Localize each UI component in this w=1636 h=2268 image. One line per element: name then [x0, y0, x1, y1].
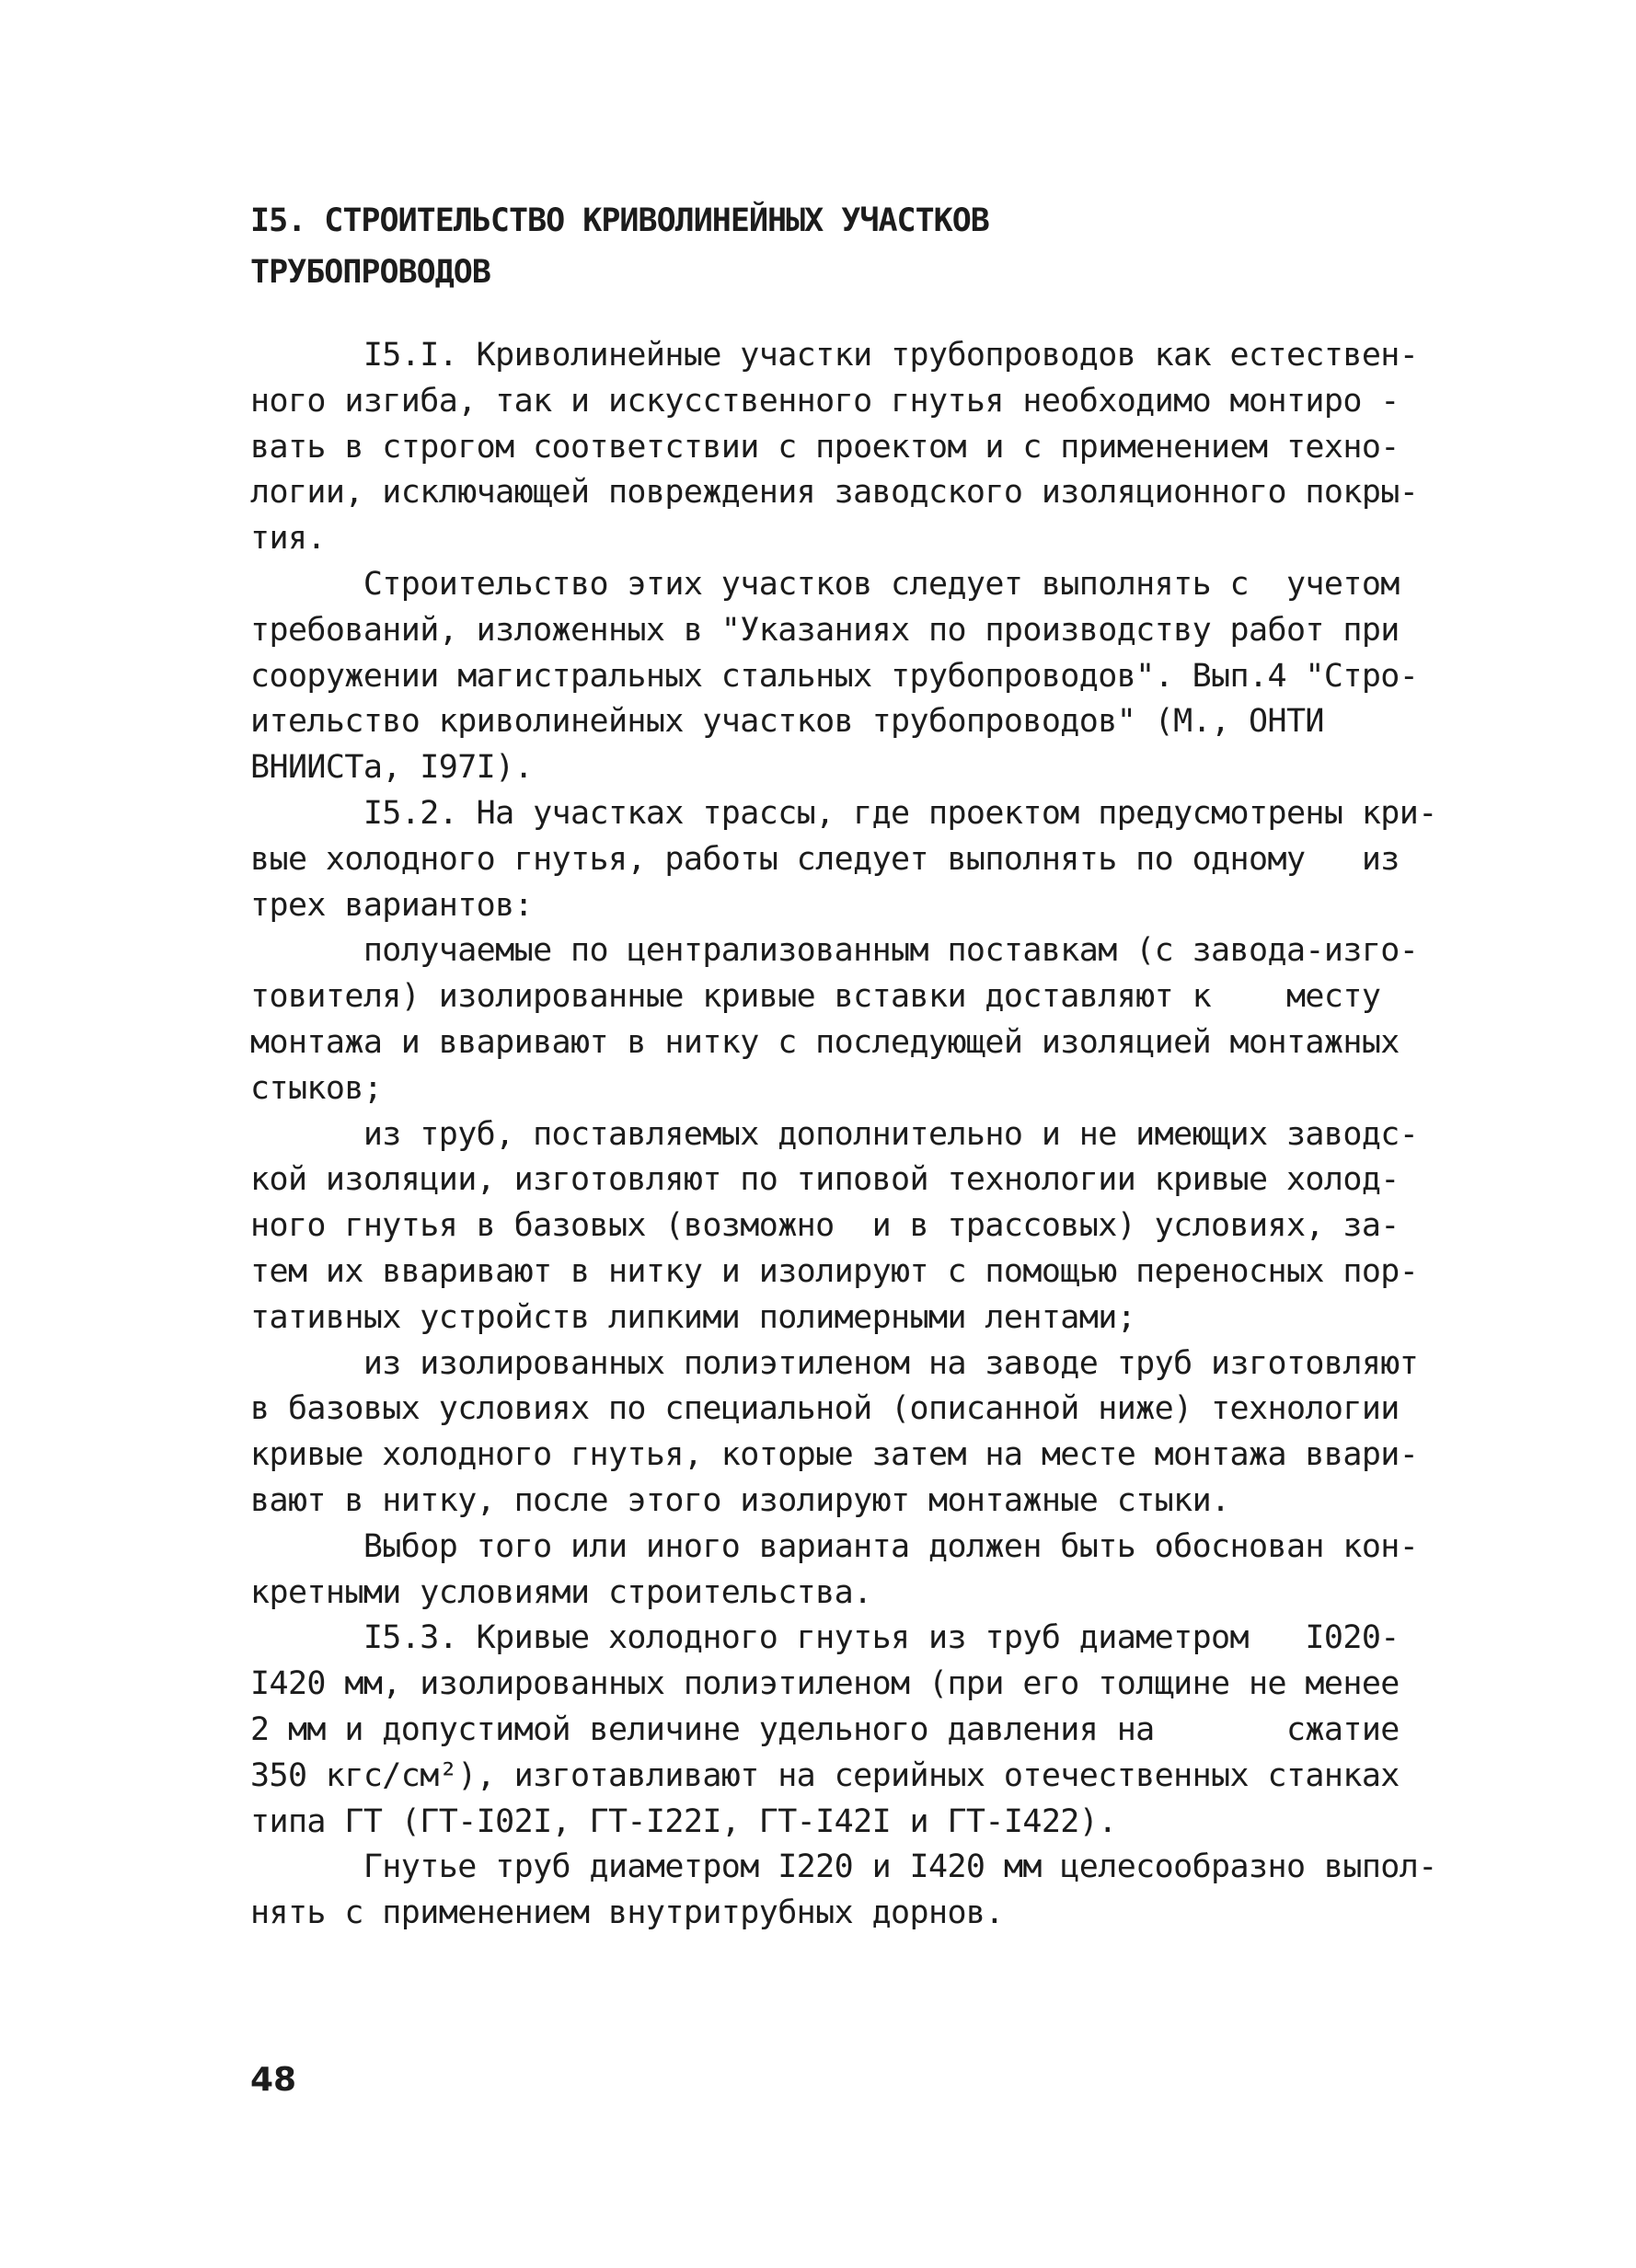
text-line: логии, исключающей повреждения заводского изоляционного покры- — [250, 474, 1419, 512]
text-line: 2 мм и допустимой величине удельного давления на сжатие — [250, 1710, 1400, 1748]
text-line: ного гнутья в базовых (возможно и в трассовых) условиях, за- — [250, 1207, 1400, 1245]
text-line: трех вариантов: — [250, 886, 534, 924]
text-line: тем их вваривают в нитку и изолируют с помощью переносных пор- — [250, 1252, 1419, 1290]
text-line: вые холодного гнутья, работы следует выполнять по одному из — [250, 840, 1400, 878]
text-line: нять с применением внутритрубных дорнов. — [250, 1894, 1004, 1932]
heading-line-2: ТРУБОПРОВОДОВ — [250, 254, 490, 291]
text-line: I420 мм, изолированных полиэтиленом (при его толщине не менее — [250, 1665, 1400, 1703]
text-line: Выбор того или иного варианта должен быть обоснован кон- — [250, 1527, 1419, 1565]
text-line: I5.I. Криволинейные участки трубопроводов как естествен- — [250, 337, 1419, 374]
text-line: вают в нитку, после этого изолируют монтажные стыки. — [250, 1481, 1230, 1519]
text-line: I5.2. На участках трассы, где проектом предусмотрены кри- — [250, 794, 1437, 832]
text-line: I5.3. Кривые холодного гнутья из труб диаметром I020- — [250, 1619, 1400, 1657]
text-line: ВНИИСТа, I97I). — [250, 749, 534, 787]
text-line: вать в строгом соответствии с проектом и с применением техно- — [250, 428, 1400, 466]
text-line: кретными условиями строительства. — [250, 1573, 872, 1611]
text-line: кривые холодного гнутья, которые затем на месте монтажа ввари- — [250, 1436, 1419, 1474]
text-line: товителя) изолированные кривые вставки доставляют к месту — [250, 978, 1381, 1016]
text-line: кой изоляции, изготовляют по типовой технологии кривые холод- — [250, 1161, 1400, 1199]
text-line: типа ГТ (ГТ-I02I, ГТ-I22I, ГТ-I42I и ГТ-I422). — [250, 1802, 1117, 1840]
text-line: стыков; — [250, 1069, 383, 1107]
text-line: Строительство этих участков следует выполнять с учетом — [250, 565, 1400, 603]
section-heading — [250, 195, 1446, 298]
heading-line-1: I5. СТРОИТЕЛЬСТВО КРИВОЛИНЕЙНЫХ УЧАСТКОВ — [250, 202, 989, 239]
body-text — [250, 333, 1446, 1937]
text-line: тия. — [250, 520, 326, 558]
text-line: в базовых условиях по специальной (описанной ниже) технологии — [250, 1390, 1400, 1428]
text-line: требований, изложенных в "Указаниях по производству работ при — [250, 611, 1400, 649]
text-line: из труб, поставляемых дополнительно и не имеющих заводс- — [250, 1115, 1419, 1153]
text-line: получаемые по централизованным поставкам (с завода-изго- — [250, 932, 1419, 970]
text-line: Гнутье труб диаметром I220 и I420 мм целесообразно выпол- — [250, 1848, 1437, 1886]
text-line: тативных устройств липкими полимерными лентами; — [250, 1298, 1136, 1336]
page-number: 48 — [250, 2061, 297, 2099]
text-line: монтажа и вваривают в нитку с последующей изоляцией монтажных — [250, 1023, 1400, 1061]
text-line: сооружении магистральных стальных трубопроводов". Вып.4 "Стро- — [250, 657, 1419, 695]
text-line: 350 кгс/см²), изготавливают на серийных отечественных станках — [250, 1756, 1400, 1794]
text-line: ительство криволинейных участков трубопроводов" (М., ОНТИ — [250, 703, 1324, 741]
text-line: из изолированных полиэтиленом на заводе труб изготовляют — [250, 1344, 1419, 1382]
text-line: ного изгиба, так и искусственного гнутья необходимо монтиро - — [250, 382, 1400, 420]
